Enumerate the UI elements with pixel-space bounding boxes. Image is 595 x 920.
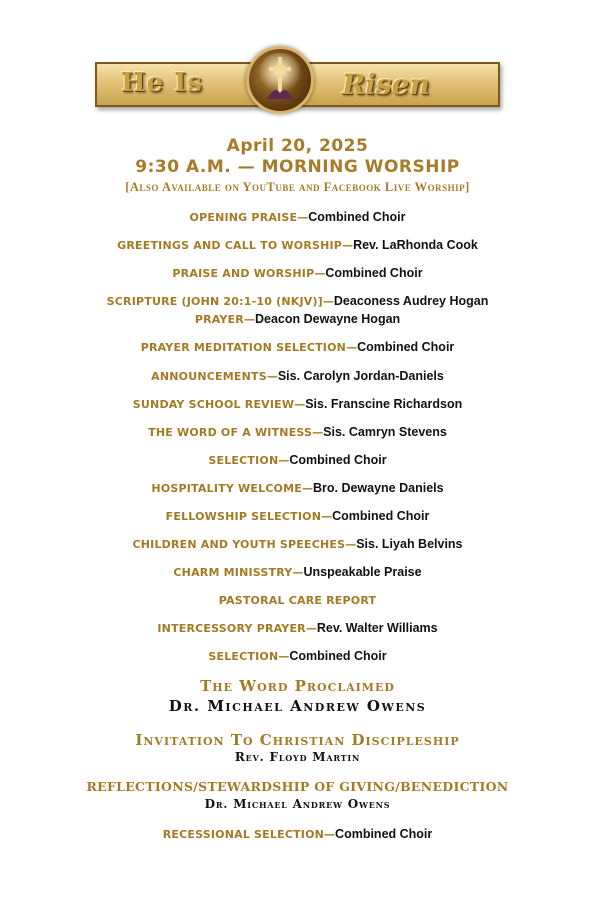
banner-he-is: He Is: [121, 68, 203, 98]
program-item-role: CHARM MINISSTRY: [173, 566, 293, 579]
program-item: [0, 621, 595, 636]
program-item-separator: —: [342, 239, 354, 252]
program-item-role: SELECTION: [208, 454, 279, 467]
program-item: [0, 593, 595, 608]
program-item: [0, 294, 595, 309]
reflections-speaker: Dr. Michael Andrew Owens: [204, 797, 391, 811]
program-item-participant: Combined Choir: [357, 340, 455, 354]
program-item-participant: Deacon Dewayne Hogan: [254, 312, 401, 326]
program-item-participant: Rev. LaRhonda Cook: [353, 238, 478, 252]
program-item: [0, 537, 595, 552]
program-item-separator: —: [292, 566, 304, 579]
program-item-separator: —: [266, 370, 278, 383]
program-item-role: SCRIPTURE (JOHN 20:1-10 (NKJV)]: [106, 295, 323, 308]
program-item-participant: Combined Choir: [325, 266, 423, 280]
program-item: [0, 509, 595, 524]
program-item-role: ANNOUNCEMENTS: [151, 370, 267, 383]
program-item-separator: —: [301, 482, 313, 495]
program-item-participant: Combined Choir: [289, 453, 387, 467]
recessional-line: RECESSIONAL SELECTION—Combined Choir: [162, 827, 433, 841]
program-item-participant: Deaconess Audrey Hogan: [333, 294, 489, 308]
program-item: [0, 210, 595, 225]
also-available-note: [Also Available on YouTube and Facebook Live Worship]: [125, 180, 470, 194]
program-item-participant: Sis. Carolyn Jordan-Daniels: [277, 369, 444, 383]
program-item-role: INTERCESSORY PRAYER: [157, 622, 306, 635]
program-item-separator: —: [322, 295, 334, 308]
program-item-participant: Sis. Camryn Stevens: [323, 425, 447, 439]
program-item-role: SELECTION: [208, 650, 279, 663]
program-item-participant: Rev. Walter Williams: [316, 621, 438, 635]
program-item-role: SUNDAY SCHOOL REVIEW: [132, 398, 295, 411]
cross-medallion-icon: [246, 46, 314, 114]
program-item: [0, 565, 595, 580]
program-item-separator: —: [312, 426, 324, 439]
program-item-participant: Unspeakable Praise: [303, 565, 422, 579]
service-title: 9:30 A.M. — MORNING WORSHIP: [135, 157, 460, 177]
banner-risen: Risen: [342, 68, 430, 101]
word-proclaimed-speaker: Dr. Michael Andrew Owens: [168, 697, 427, 715]
program-item-separator: —: [278, 650, 290, 663]
reflections-heading: REFLECTIONS/STEWARDSHIP OF GIVING/BENEDICTION: [86, 779, 509, 794]
program-item: [0, 481, 595, 496]
program-item-role: GREETINGS AND CALL TO WORSHIP: [117, 239, 343, 252]
program-item-separator: —: [314, 267, 326, 280]
program-item-participant: Bro. Dewayne Daniels: [312, 481, 444, 495]
program-item: [0, 453, 595, 468]
program-item-separator: —: [243, 313, 255, 326]
program-item-separator: —: [305, 622, 317, 635]
program-item-separator: —: [345, 538, 357, 551]
program-item: [0, 266, 595, 281]
program-item-role: OPENING PRAISE: [189, 211, 298, 224]
program-item-separator: —: [346, 341, 358, 354]
program-item: [0, 312, 595, 327]
program-item: [0, 397, 595, 412]
program-item-separator: —: [297, 211, 309, 224]
program-item-role: THE WORD OF A WITNESS: [148, 426, 313, 439]
program-item-role: HOSPITALITY WELCOME: [151, 482, 302, 495]
program-item-separator: —: [278, 454, 290, 467]
program-item: [0, 238, 595, 253]
service-date: April 20, 2025: [226, 136, 369, 156]
program-item: [0, 369, 595, 384]
program-item-participant: Combined Choir: [289, 649, 387, 663]
program-item-participant: Sis. Liyah Belvins: [356, 537, 463, 551]
invitation-speaker: Rev. Floyd Martin: [234, 750, 361, 764]
program-item-role: PASTORAL CARE REPORT: [218, 594, 377, 607]
program-item-role: PRAISE AND WORSHIP: [172, 267, 315, 280]
program-item-role: PRAYER: [194, 313, 244, 326]
program-item-separator: —: [294, 398, 306, 411]
program-item-separator: —: [321, 510, 333, 523]
program-item-participant: Combined Choir: [308, 210, 406, 224]
program-item: [0, 649, 595, 664]
program-item-participant: Combined Choir: [332, 509, 430, 523]
program-item-role: FELLOWSHIP SELECTION: [165, 510, 322, 523]
invitation-heading: Invitation To Christian Discipleship: [135, 731, 460, 749]
program-item-role: CHILDREN AND YOUTH SPEECHES: [132, 538, 346, 551]
word-proclaimed-heading: The Word Proclaimed: [200, 677, 395, 695]
program-item: [0, 340, 595, 355]
program-item-role: PRAYER MEDITATION SELECTION: [140, 341, 347, 354]
program-item-participant: Sis. Franscine Richardson: [305, 397, 463, 411]
program-item: [0, 425, 595, 440]
